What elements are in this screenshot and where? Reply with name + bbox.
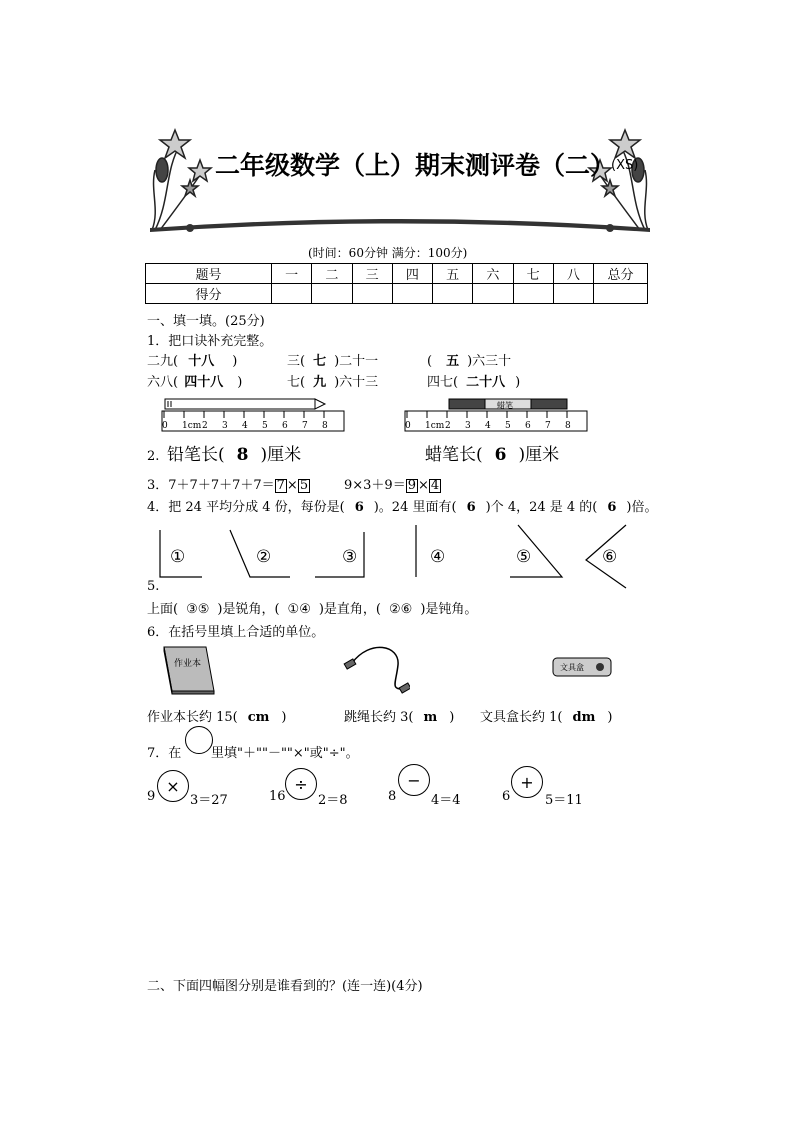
score-cell[interactable] xyxy=(392,284,432,304)
blank-circle-icon xyxy=(185,726,213,754)
ruler-tick-label: 0 xyxy=(405,421,411,431)
angle-label: ⑤ xyxy=(516,547,532,567)
table-row xyxy=(146,284,648,304)
question-3b: 9×3＋9＝ 9 × 4 xyxy=(344,478,440,493)
table-cell: 三 xyxy=(352,264,392,284)
ruler-tick-label: 1cm xyxy=(425,421,445,431)
pencil-case-label: 文具盒 xyxy=(560,663,584,672)
question-number: 2. xyxy=(147,449,160,464)
crayon-length: 蜡笔长( 6 )厘米 xyxy=(425,445,560,465)
question-5: 上面( ③⑤ )是锐角，( ①④ )是直角，( ②⑥ )是钝角。 xyxy=(147,602,478,617)
angles-figure xyxy=(150,520,630,590)
ruler-tick-label: 0 xyxy=(162,421,168,431)
ruler-tick-label: 5 xyxy=(505,421,511,431)
ruler-tick-label: 4 xyxy=(242,421,248,431)
section-heading: 二、下面四幅图分别是谁看到的？(连一连)(4分) xyxy=(147,979,423,994)
calc-b: 4＝4 xyxy=(431,793,461,808)
table-cell: 得分 xyxy=(146,284,272,304)
question-number: 5. xyxy=(147,579,160,594)
table-cell: 一 xyxy=(272,264,312,284)
score-cell[interactable] xyxy=(312,284,352,304)
score-cell[interactable] xyxy=(473,284,513,304)
ruler-tick-label: 1cm xyxy=(182,421,202,431)
unit-item: 作业本长约 15( cm ) xyxy=(147,710,287,725)
operator-circle[interactable]: × xyxy=(157,770,189,802)
score-cell[interactable] xyxy=(272,284,312,304)
score-cell[interactable] xyxy=(352,284,392,304)
calc-b: 2＝8 xyxy=(318,793,348,808)
recite-item: 七( 九 )六十三 xyxy=(287,375,379,390)
unit-item: 文具盒长约 1( dm ) xyxy=(480,710,613,725)
operator-circle[interactable]: ÷ xyxy=(285,768,317,800)
table-cell: 六 xyxy=(473,264,513,284)
angle-label: ② xyxy=(256,547,272,567)
question-label: 6．在括号里填上合适的单位。 xyxy=(147,625,325,640)
table-cell: 总分 xyxy=(594,264,648,284)
table-cell: 四 xyxy=(392,264,432,284)
score-cell[interactable] xyxy=(594,284,648,304)
calc-a: 16 xyxy=(269,789,286,804)
ruler-tick-label: 7 xyxy=(545,421,551,431)
crayon-label: 蜡笔 xyxy=(497,401,513,410)
question-7-post: 里填"＋""－""×"或"÷"。 xyxy=(211,746,359,761)
page-title: 二年级数学（上）期末测评卷（二） xyxy=(215,151,616,180)
ruler-tick-label: 7 xyxy=(302,421,308,431)
angle-label: ⑥ xyxy=(602,547,618,567)
notebook-icon xyxy=(160,645,218,695)
recite-item: 二九( 十八 ) xyxy=(147,354,238,369)
table-cell: 二 xyxy=(312,264,352,284)
ruler-tick-label: 8 xyxy=(322,421,328,431)
score-cell[interactable] xyxy=(513,284,553,304)
recite-item: 四七( 二十八 ) xyxy=(427,375,521,390)
ruler-tick-label: 3 xyxy=(222,421,228,431)
calc-a: 8 xyxy=(388,789,397,804)
calc-b: 3＝27 xyxy=(190,793,228,808)
pencil-ruler-figure xyxy=(160,398,350,434)
ruler-tick-label: 4 xyxy=(485,421,491,431)
table-cell: 七 xyxy=(513,264,553,284)
angle-label: ③ xyxy=(342,547,358,567)
question-7-pre: 7．在 xyxy=(147,746,182,761)
question-4: 4．把 24 平均分成 4 份，每份是( 6 )。24 里面有( 6 )个 4，24 是 4 的( 6 )倍。 xyxy=(147,500,658,515)
recite-item: 三( 七 )二十一 xyxy=(287,354,379,369)
calc-a: 6 xyxy=(502,789,511,804)
table-row xyxy=(146,264,648,284)
notebook-label: 作业本 xyxy=(174,659,202,669)
ruler-tick-label: 6 xyxy=(282,421,288,431)
recite-item: 六八( 四十八 ) xyxy=(147,375,243,390)
calc-b: 5＝11 xyxy=(545,793,583,808)
angle-label: ④ xyxy=(430,547,446,567)
ruler-tick-label: 3 xyxy=(465,421,471,431)
recite-item: ( 五 )六三十 xyxy=(427,354,512,369)
table-cell: 五 xyxy=(433,264,473,284)
ruler-tick-label: 6 xyxy=(525,421,531,431)
ruler-tick-label: 2 xyxy=(202,421,208,431)
table-cell: 八 xyxy=(553,264,593,284)
score-cell[interactable] xyxy=(433,284,473,304)
jump-rope-icon xyxy=(340,645,410,695)
question-label: 1．把口诀补充完整。 xyxy=(147,334,273,349)
title-suffix: (XS) xyxy=(611,158,639,173)
crayon-ruler-figure xyxy=(403,398,593,434)
score-cell[interactable] xyxy=(553,284,593,304)
ruler-tick-label: 8 xyxy=(565,421,571,431)
operator-circle[interactable]: − xyxy=(398,764,430,796)
pencil-case-icon xyxy=(550,655,614,681)
ruler-tick-label: 2 xyxy=(445,421,451,431)
pencil-length: 铅笔长( 8 )厘米 xyxy=(167,445,302,465)
ruler-tick-label: 5 xyxy=(262,421,268,431)
question-3a: 3．7＋7＋7＋7＋7＝ 7 × 5 xyxy=(147,478,309,493)
exam-info: (时间：60分钟 满分：100分) xyxy=(308,246,468,260)
unit-item: 跳绳长约 3( m ) xyxy=(344,710,455,725)
score-table xyxy=(145,263,648,304)
angle-label: ① xyxy=(170,547,186,567)
operator-circle[interactable]: + xyxy=(511,766,543,798)
calc-a: 9 xyxy=(147,789,156,804)
section-heading: 一、填一填。(25分) xyxy=(147,314,265,329)
table-cell: 题号 xyxy=(146,264,272,284)
